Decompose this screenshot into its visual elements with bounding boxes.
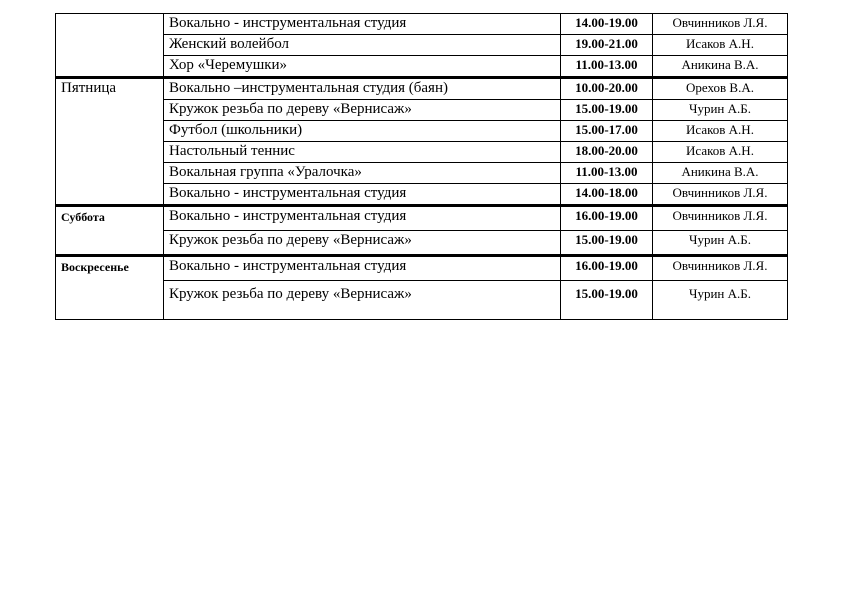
table-row bbox=[56, 281, 788, 320]
day-cell: Воскресенье bbox=[56, 256, 164, 320]
table-row bbox=[56, 256, 788, 281]
schedule-body bbox=[56, 14, 788, 320]
time-cell: 16.00-19.00 bbox=[561, 206, 653, 231]
table-row bbox=[56, 35, 788, 56]
time-cell: 10.00-20.00 bbox=[561, 78, 653, 100]
person-cell: Овчинников Л.Я. bbox=[653, 206, 788, 231]
time-cell: 15.00-19.00 bbox=[561, 281, 653, 320]
table-row bbox=[56, 184, 788, 206]
time-cell: 19.00-21.00 bbox=[561, 35, 653, 56]
time-cell: 15.00-19.00 bbox=[561, 100, 653, 121]
day-cell: Суббота bbox=[56, 206, 164, 256]
person-cell: Орехов В.А. bbox=[653, 78, 788, 100]
person-cell: Овчинников Л.Я. bbox=[653, 256, 788, 281]
activity-cell: Кружок резьба по дереву «Вернисаж» bbox=[164, 231, 561, 256]
table-row bbox=[56, 206, 788, 231]
person-cell: Овчинников Л.Я. bbox=[653, 14, 788, 35]
activity-cell: Кружок резьба по дереву «Вернисаж» bbox=[164, 281, 561, 320]
table-row bbox=[56, 163, 788, 184]
table-row bbox=[56, 14, 788, 35]
activity-cell: Вокально –инструментальная студия (баян) bbox=[164, 78, 561, 100]
table-row bbox=[56, 121, 788, 142]
activity-cell: Вокально - инструментальная студия bbox=[164, 206, 561, 231]
table-row bbox=[56, 78, 788, 100]
time-cell: 15.00-17.00 bbox=[561, 121, 653, 142]
person-cell: Аникина В.А. bbox=[653, 163, 788, 184]
day-cell: Пятница bbox=[56, 78, 164, 206]
time-cell: 18.00-20.00 bbox=[561, 142, 653, 163]
person-cell: Аникина В.А. bbox=[653, 56, 788, 78]
person-cell: Чурин А.Б. bbox=[653, 100, 788, 121]
day-cell bbox=[56, 14, 164, 78]
time-cell: 11.00-13.00 bbox=[561, 163, 653, 184]
time-cell: 15.00-19.00 bbox=[561, 231, 653, 256]
person-cell: Чурин А.Б. bbox=[653, 231, 788, 256]
schedule-table bbox=[55, 13, 788, 320]
activity-cell: Хор «Черемушки» bbox=[164, 56, 561, 78]
table-row bbox=[56, 142, 788, 163]
table-row bbox=[56, 56, 788, 78]
person-cell: Чурин А.Б. bbox=[653, 281, 788, 320]
person-cell: Исаков А.Н. bbox=[653, 35, 788, 56]
person-cell: Исаков А.Н. bbox=[653, 121, 788, 142]
activity-cell: Вокально - инструментальная студия bbox=[164, 14, 561, 35]
time-cell: 11.00-13.00 bbox=[561, 56, 653, 78]
time-cell: 14.00-18.00 bbox=[561, 184, 653, 206]
table-row bbox=[56, 100, 788, 121]
person-cell: Исаков А.Н. bbox=[653, 142, 788, 163]
activity-cell: Настольный теннис bbox=[164, 142, 561, 163]
time-cell: 14.00-19.00 bbox=[561, 14, 653, 35]
activity-cell: Вокально - инструментальная студия bbox=[164, 256, 561, 281]
time-cell: 16.00-19.00 bbox=[561, 256, 653, 281]
activity-cell: Вокальная группа «Уралочка» bbox=[164, 163, 561, 184]
table-row bbox=[56, 231, 788, 256]
activity-cell: Футбол (школьники) bbox=[164, 121, 561, 142]
activity-cell: Кружок резьба по дереву «Вернисаж» bbox=[164, 100, 561, 121]
activity-cell: Вокально - инструментальная студия bbox=[164, 184, 561, 206]
activity-cell: Женский волейбол bbox=[164, 35, 561, 56]
person-cell: Овчинников Л.Я. bbox=[653, 184, 788, 206]
